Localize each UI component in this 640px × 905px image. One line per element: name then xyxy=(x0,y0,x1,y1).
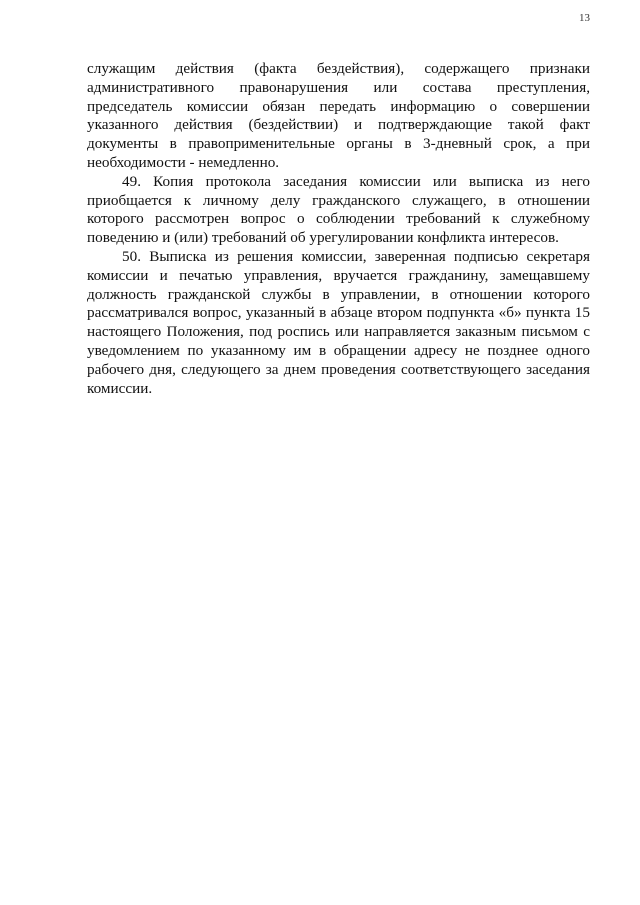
page-number: 13 xyxy=(579,12,590,24)
paragraph-item-50: 50. Выписка из решения комиссии, заверенная подписью секретаря комиссии и печатью управления, вручается гражданину, замещавшему должность гражданской службы в управлении, в отношении которого рассматривался вопрос, указанный в абзаце втором подпункта «б» пункта 15 настоящего Положения, под роспись или направляется заказным письмом с уведомлением по указанному им в обращении адресу не позднее одного рабочего дня, следующего за днем проведения соответствующего заседания комиссии. xyxy=(87,247,590,397)
paragraph-continuation: служащим действия (факта бездействия), содержащего признаки административного правонарушения или состава преступления, председатель комиссии обязан передать информацию о совершении указанного действия (бездействии) и подтверждающие такой факт документы в правоприменительные органы в 3-дневный срок, а при необходимости - немедленно. xyxy=(87,60,590,171)
paragraph-item-49: 49. Копия протокола заседания комиссии или выписка из него приобщается к личному делу гражданского служащего, в отношении которого рассмотрен вопрос о соблюдении требований к служебному поведению и (или) требований об урегулировании конфликта интересов. xyxy=(87,172,590,247)
document-body xyxy=(87,60,590,398)
